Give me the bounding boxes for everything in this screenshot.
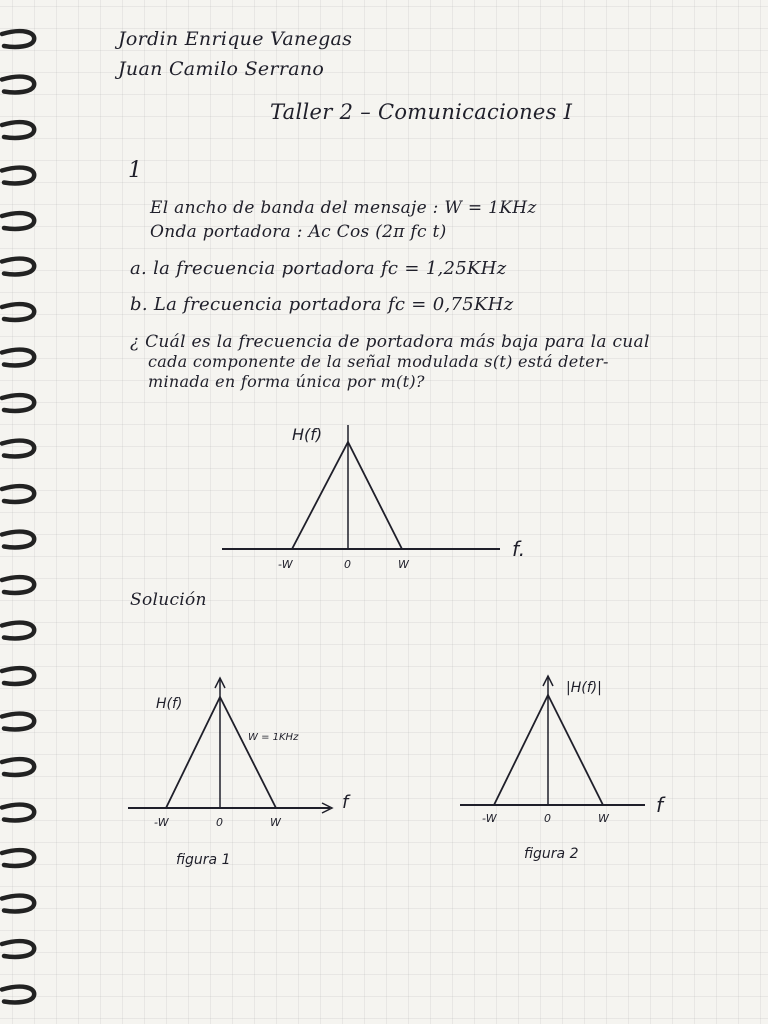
tick-label: 0 bbox=[544, 812, 551, 825]
tick-label: -W bbox=[154, 816, 169, 829]
tick-label: 0 bbox=[344, 558, 351, 571]
question-line: minada en forma única por m(t)? bbox=[148, 372, 425, 391]
y-label: H(f) bbox=[292, 425, 323, 444]
bandwidth-statement: El ancho de banda del mensaje : W = 1KHz bbox=[150, 198, 537, 218]
page-title: Taller 2 – Comunicaciones I bbox=[270, 100, 573, 124]
annotation: W = 1KHz bbox=[248, 732, 299, 743]
item-a: a. la frecuencia portadora fc = 1,25KHz bbox=[130, 258, 507, 279]
tick-label: -W bbox=[278, 558, 293, 571]
tick-label: 0 bbox=[216, 816, 223, 829]
tick-label: -W bbox=[482, 812, 497, 825]
y-label: H(f) bbox=[156, 696, 183, 712]
y-label: |H(f)| bbox=[566, 680, 602, 696]
question-number: 1 bbox=[128, 158, 143, 183]
question-line: ¿ Cuál es la frecuencia de portadora más baja para la cual bbox=[130, 332, 650, 352]
tick-label: W bbox=[270, 816, 281, 829]
question-line: cada componente de la señal modulada s(t) está deter- bbox=[148, 352, 609, 371]
carrier-statement: Onda portadora : Ac Cos (2π fc t) bbox=[150, 222, 447, 242]
x-label: f. bbox=[512, 537, 526, 561]
x-label: f bbox=[342, 792, 349, 813]
author-name: Juan Camilo Serrano bbox=[118, 58, 325, 80]
solution-heading: Solución bbox=[130, 590, 207, 610]
figure-caption: figura 2 bbox=[524, 846, 579, 862]
x-label: f bbox=[656, 793, 664, 817]
figure-caption: figura 1 bbox=[176, 852, 231, 868]
tick-label: W bbox=[598, 812, 609, 825]
item-b: b. La frecuencia portadora fc = 0,75KHz bbox=[130, 294, 514, 315]
author-name: Jordin Enrique Vanegas bbox=[118, 28, 353, 50]
tick-label: W bbox=[398, 558, 409, 571]
